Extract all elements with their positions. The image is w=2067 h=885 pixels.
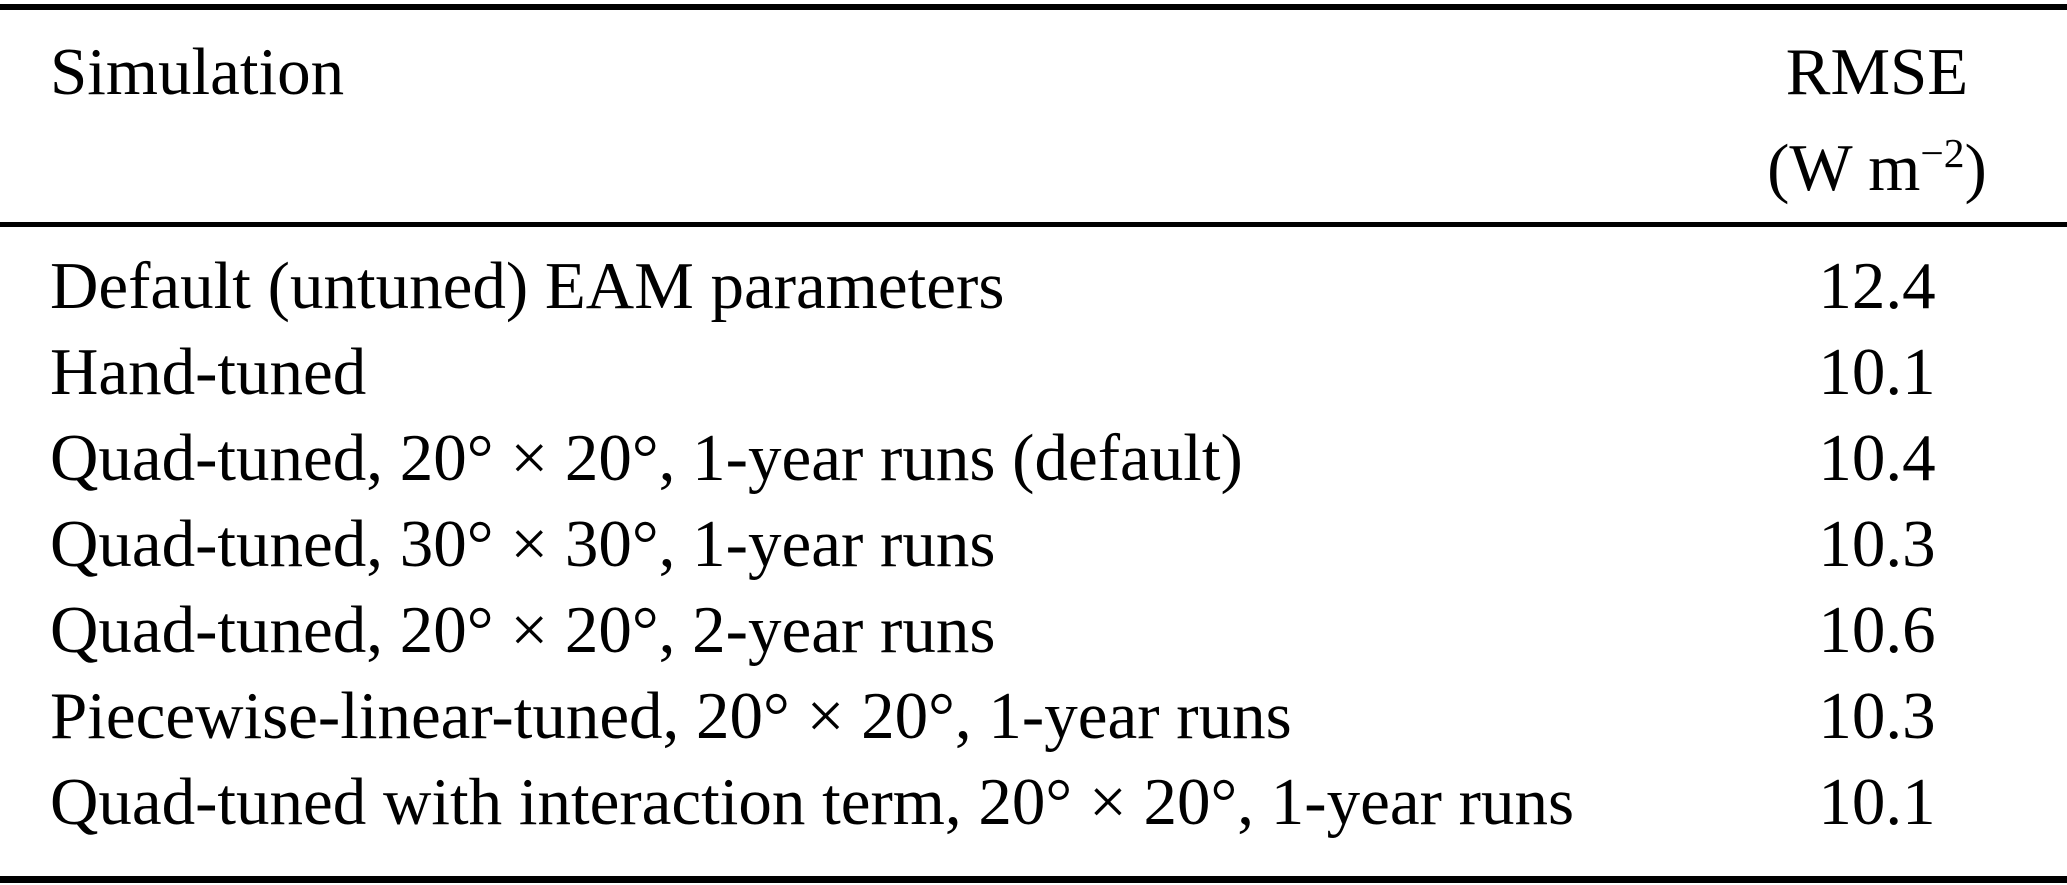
table-row [0,673,2067,759]
table-row [0,415,2067,501]
rmse-header-label: RMSE [1785,35,1969,109]
table-header [0,10,2067,222]
table-row [0,329,2067,415]
column-header-rmse [1687,24,2067,216]
simulation-cell: Quad-tuned, 20° × 20°, 1-year runs (default) [50,421,1243,495]
rmse-cell: 10.1 [1818,765,1936,839]
rmse-cell: 10.3 [1818,507,1936,581]
table-body [0,227,2067,845]
simulation-cell: Quad-tuned, 30° × 30°, 1-year runs [50,507,996,581]
table-row [0,501,2067,587]
rmse-cell: 10.6 [1818,593,1936,667]
rmse-cell: 12.4 [1818,249,1936,323]
table-row [0,759,2067,845]
rmse-cell: 10.3 [1818,679,1936,753]
simulation-cell: Hand-tuned [50,335,367,409]
rmse-cell: 10.4 [1818,421,1936,495]
rmse-cell: 10.1 [1818,335,1936,409]
rmse-header-unit [1687,120,2067,216]
rmse-unit-suffix: ) [1964,131,1987,205]
bottom-rule [0,876,2067,883]
column-header-simulation: Simulation [50,35,345,109]
rmse-unit-prefix: (W m [1767,131,1921,205]
rmse-unit-exponent: −2 [1920,130,1965,177]
simulation-cell: Quad-tuned with interaction term, 20° × 20°, 1-year runs [50,765,1575,839]
table-row [0,243,2067,329]
simulation-cell: Default (untuned) EAM parameters [50,249,1005,323]
table-row [0,587,2067,673]
simulation-cell: Quad-tuned, 20° × 20°, 2-year runs [50,593,996,667]
simulation-cell: Piecewise-linear-tuned, 20° × 20°, 1-year runs [50,679,1292,753]
